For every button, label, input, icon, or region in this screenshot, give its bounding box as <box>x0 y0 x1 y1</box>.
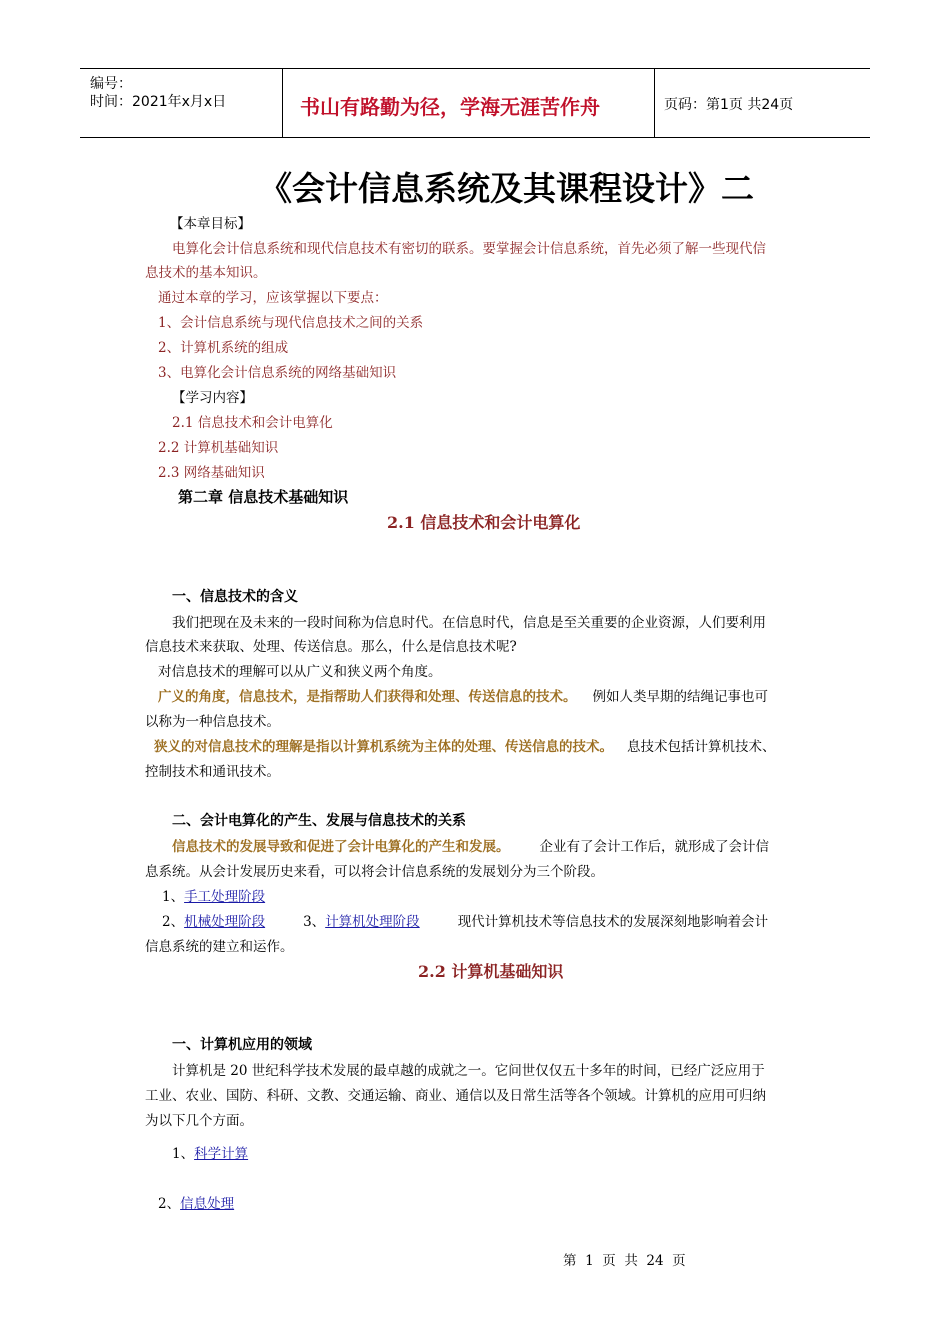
number-label: 编号： <box>90 76 132 92</box>
narrow-definition-bold: 狭义的对信息技术的理解是指以计算机系统为主体的处理、传送信息的技术。 <box>154 739 613 755</box>
link-information-processing[interactable]: 信息处理 <box>180 1196 235 1212</box>
paragraph-line: 信息技术来获取、处理、传送信息。那么，什么是信息技术呢? <box>145 639 517 655</box>
page-header <box>80 68 870 138</box>
paragraph-line: 工业、农业、国防、科研、文教、交通运输、商业、通信以及日常生活等各个领域。计算机的应用可归纳 <box>145 1088 766 1104</box>
stage-line <box>162 910 768 930</box>
paragraph-line: 计算机是 20 世纪科学技术发展的最卓越的成就之一。它问世仅仅五十多年的时间，已经广泛应用于 <box>172 1063 765 1079</box>
goal-point: 3、电算化会计信息系统的网络基础知识 <box>158 365 397 381</box>
goals-intro-line1: 电算化会计信息系统和现代信息技术有密切的联系。要掌握会计信息系统，首先必须了解一些现代信 <box>172 241 766 257</box>
development-bold: 信息技术的发展导致和促进了会计电算化的产生和发展。 <box>172 839 510 855</box>
document-title: 《会计信息系统及其课程设计》二 <box>259 169 754 208</box>
header-motto-cell <box>282 69 655 137</box>
item-number: 1、 <box>172 1146 195 1162</box>
narrow-definition-rest: 息技术包括计算机技术、 <box>627 739 776 755</box>
contents-item: 2.3 网络基础知识 <box>158 465 265 481</box>
stage-number: 1、 <box>162 889 185 905</box>
paragraph-line: 我们把现在及未来的一段时间称为信息时代。在信息时代，信息是至关重要的企业资源，人们要利用 <box>172 615 766 631</box>
time-label: 时间：2021年x月x日 <box>90 94 227 110</box>
section-title-2-2: 2.2 计算机基础知识 <box>418 962 564 981</box>
development-rest: 企业有了会计工作后，就形成了会计信 <box>539 839 769 855</box>
stage-rest: 现代计算机技术等信息技术的发展深刻地影响着会计 <box>457 914 769 930</box>
goal-point: 2、计算机系统的组成 <box>158 340 289 356</box>
page-footer: 第 1 页 共 24 页 <box>563 1253 686 1269</box>
contents-item: 2.1 信息技术和会计电算化 <box>172 415 333 431</box>
stage-link-computer[interactable]: 计算机处理阶段 <box>325 914 420 930</box>
stage-item <box>162 885 265 905</box>
link-scientific-computing[interactable]: 科学计算 <box>194 1146 249 1162</box>
contents-heading: 【学习内容】 <box>172 390 253 406</box>
development-line <box>172 835 769 855</box>
header-meta-cell <box>80 69 283 137</box>
application-item <box>172 1142 248 1162</box>
section-title-2-1: 2.1 信息技术和会计电算化 <box>387 513 581 532</box>
item-number: 2、 <box>158 1196 181 1212</box>
paragraph-line: 以称为一种信息技术。 <box>145 714 280 730</box>
subsection-heading: 一、信息技术的含义 <box>172 589 298 605</box>
broad-definition-rest: 例如人类早期的结绳记事也可 <box>592 689 768 705</box>
broad-definition-line <box>158 685 768 705</box>
paragraph-line: 信息系统的建立和运作。 <box>145 939 294 955</box>
subsection-heading: 二、会计电算化的产生、发展与信息技术的关系 <box>172 813 466 829</box>
page-info: 页码：第1页 共24页 <box>664 97 794 113</box>
paragraph-line: 控制技术和通讯技术。 <box>145 764 280 780</box>
goals-points-intro: 通过本章的学习，应该掌握以下要点： <box>158 290 388 306</box>
paragraph-line: 为以下几个方面。 <box>145 1113 253 1129</box>
motto: 书山有路勤为径，学海无涯苦作舟 <box>300 95 600 119</box>
contents-item: 2.2 计算机基础知识 <box>158 440 279 456</box>
stage-link-mechanical[interactable]: 机械处理阶段 <box>184 914 266 930</box>
narrow-definition-line <box>154 735 776 755</box>
stage-number: 3、 <box>303 914 326 930</box>
paragraph-line: 息系统。从会计发展历史来看，可以将会计信息系统的发展划分为三个阶段。 <box>145 864 604 880</box>
goals-intro-line2: 息技术的基本知识。 <box>145 265 267 281</box>
chapter-heading: 第二章 信息技术基础知识 <box>178 488 349 506</box>
goals-heading: 【本章目标】 <box>170 216 251 232</box>
paragraph-line: 对信息技术的理解可以从广义和狭义两个角度。 <box>158 664 442 680</box>
application-item <box>158 1192 234 1212</box>
broad-definition-bold: 广义的角度，信息技术，是指帮助人们获得和处理、传送信息的技术。 <box>158 689 577 705</box>
goal-point: 1、会计信息系统与现代信息技术之间的关系 <box>158 315 424 331</box>
stage-number: 2、 <box>162 914 185 930</box>
stage-link-manual[interactable]: 手工处理阶段 <box>184 889 266 905</box>
subsection-heading: 一、计算机应用的领域 <box>172 1037 312 1053</box>
